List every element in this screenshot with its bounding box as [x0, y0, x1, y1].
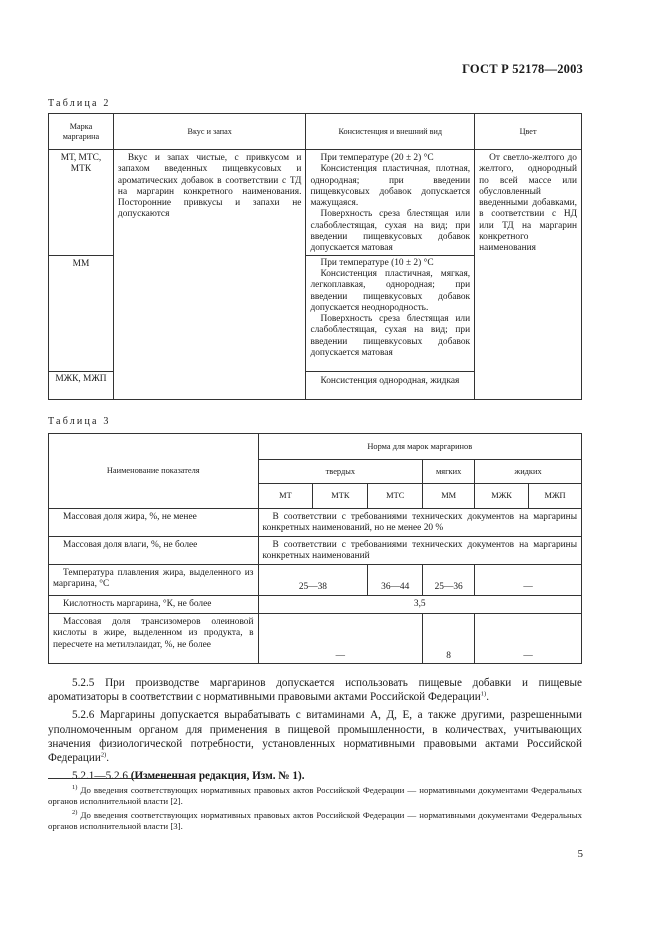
t2-consistency-mm-temp: При температуре (10 ± 2) °С — [320, 257, 434, 268]
t3-trans-mm: 8 — [423, 614, 475, 664]
t3-group-solid: твердых — [258, 460, 423, 484]
t3-trans-liquid: — — [475, 614, 582, 664]
t2-header-grade: Марка маргарина — [49, 114, 114, 150]
t3-grade-mtk: МТК — [313, 484, 368, 509]
footnote-2-mark: 2) — [72, 809, 78, 817]
table3-caption: Таблица 3 — [48, 416, 111, 427]
t2-grade-mt: МТ, МТС, МТК — [49, 150, 114, 256]
footnote-2 — [48, 810, 582, 832]
footnotes — [48, 785, 582, 832]
t3-melt-liquid: — — [475, 565, 582, 596]
paragraph-5-2-6: 5.2.6 Маргарины допускается вырабатывать с витаминами А, Д, Е, а также другими, разрешенными уполномоченным органом для применения в пищевой промышленности, в количествах, учитывающих значения физиологической потребности, установленных нормативными правовыми актами Российской Федерации$^{2)}$. — [48, 709, 582, 765]
t3-melt-mt-mtk: 25—38 — [258, 565, 368, 596]
t2-consistency-mm-text: Консистенция пластичная, мягкая, легкоплавкая, однородная; при введении пищевкусовых добавок допускается неоднородность. — [310, 268, 471, 313]
footnote-ref-1[interactable]: 1) — [480, 690, 487, 698]
t2-header-taste: Вкус и запах — [113, 114, 306, 150]
table-3 — [48, 433, 582, 664]
footnote-2-text: До введения соответствующих нормативных правовых актов Российской Федерации — нормативными документами Федеральных органов исполнительной власти [3]. — [48, 810, 583, 831]
t3-row-trans: Массовая доля трансизомеров олеиновой кислоты в жире, выделенном из продукта, в пересчете на метилэлаидат, %, не более — [49, 614, 259, 664]
t3-row-melt: Температура плавления жира, выделенного из маргарина, °С — [49, 565, 259, 596]
t3-header-indicator: Наименование показателя — [49, 434, 259, 509]
t3-acid-value: 3,5 — [258, 596, 581, 614]
t3-row-fat: Массовая доля жира, %, не менее — [49, 509, 259, 537]
t2-consistency-mt-surface: Поверхность среза блестящая или слабоблестящая, сухая на вид; при введении пищевкусовых добавок допускается матовая — [310, 209, 471, 254]
t2-taste: Вкус и запах чистые, с привкусом и запахом введенных пищевкусовых и ароматических добавок в соответствии с ТД на маргарин конкретного наименования. Посторонние привкусы и запахи не допускаются — [113, 150, 306, 400]
paragraph-5-2-amendment — [48, 769, 582, 783]
footnote-1-mark: 1) — [72, 784, 78, 792]
footnote-1-text: До введения соответствующих нормативных правовых актов Российской Федерации — нормативными документами Федеральных органов исполнительной власти [2]. — [48, 785, 583, 806]
body-text — [48, 676, 582, 783]
t3-grade-mm: ММ — [423, 484, 475, 509]
footnote-1 — [48, 785, 582, 807]
t3-row-acid: Кислотность маргарина, °К, не более — [49, 596, 259, 614]
t3-group-liquid: жидких — [475, 460, 582, 484]
t2-grade-mzh: МЖК, МЖП — [49, 371, 114, 399]
t2-header-color: Цвет — [475, 114, 582, 150]
t3-row-moisture: Массовая доля влаги, %, не более — [49, 537, 259, 565]
t2-grade-mm: ММ — [49, 255, 114, 371]
t3-fat-value: В соответствии с требованиями технических документов на маргарины конкретных наименований, но не менее 20 % — [258, 509, 581, 537]
page-number: 5 — [577, 848, 583, 860]
t3-grade-mzhk: МЖК — [475, 484, 529, 509]
t2-consistency-mm — [306, 255, 475, 371]
t2-color: От светло-желтого до желтого, однородный по всей массе или обусловленный введенными добавками, в соответствии с НД или ТД на маргарин конкретного наименования — [475, 150, 582, 400]
t3-trans-solid: — — [258, 614, 423, 664]
t2-header-consistency: Консистенция и внешний вид — [306, 114, 475, 150]
t2-consistency-mzh: Консистенция однородная, жидкая — [306, 371, 475, 399]
paragraph-5-2-5: 5.2.5 При производстве маргаринов допускается использовать пищевые добавки и пищевые ароматизаторы в соответствии с нормативными правовыми актами Российской Федерации$^{1)}$. — [48, 677, 582, 704]
amendment-note: (Измененная редакция, Изм. № 1). — [130, 770, 305, 783]
footnote-divider — [48, 778, 183, 779]
t2-consistency-mt — [306, 150, 475, 256]
t2-consistency-mm-surface: Поверхность среза блестящая или слабоблестящая, сухая на вид; при введении пищевкусовых добавок допускается матовая — [310, 314, 471, 359]
table2-caption: Таблица 2 — [48, 98, 111, 109]
t3-moisture-value: В соответствии с требованиями технических документов на маргарины конкретных наименований — [258, 537, 581, 565]
document-id: ГОСТ Р 52178—2003 — [462, 62, 583, 76]
t3-melt-mm: 25—36 — [423, 565, 475, 596]
paragraph-5-2-5-text: 5.2.5 При производстве маргаринов допускается использовать пищевые добавки и пищевые ароматизаторы в соответствии с нормативными правовыми актами Российской Федерации — [48, 677, 582, 704]
t3-grade-mt: МТ — [258, 484, 313, 509]
amendment-ref: 5.2.1—5.2.6 — [72, 770, 128, 783]
t3-melt-mtc: 36—44 — [368, 565, 423, 596]
paragraph-5-2-6-text: 5.2.6 Маргарины допускается вырабатывать с витаминами А, Д, Е, а также другими, разрешенными уполномоченным органом для применения в пищевой промышленности, в количествах, учитывающих значения физиологической потребности, установленных нормативными правовыми актами Российской Федерации — [48, 709, 582, 765]
t2-consistency-mt-text: Консистенция пластичная, плотная, однородная; при введении пищевкусовых добавок допускается мажущаяся. — [310, 164, 471, 209]
t3-grade-mtc: МТС — [368, 484, 423, 509]
t3-group-soft: мягких — [423, 460, 475, 484]
t2-consistency-mt-temp: При температуре (20 ± 2) °С — [320, 153, 434, 163]
t3-header-norm: Норма для марок маргаринов — [258, 434, 581, 460]
footnote-ref-2[interactable]: 2) — [100, 751, 107, 759]
t3-grade-mzhp: МЖП — [529, 484, 582, 509]
table-2 — [48, 113, 582, 400]
